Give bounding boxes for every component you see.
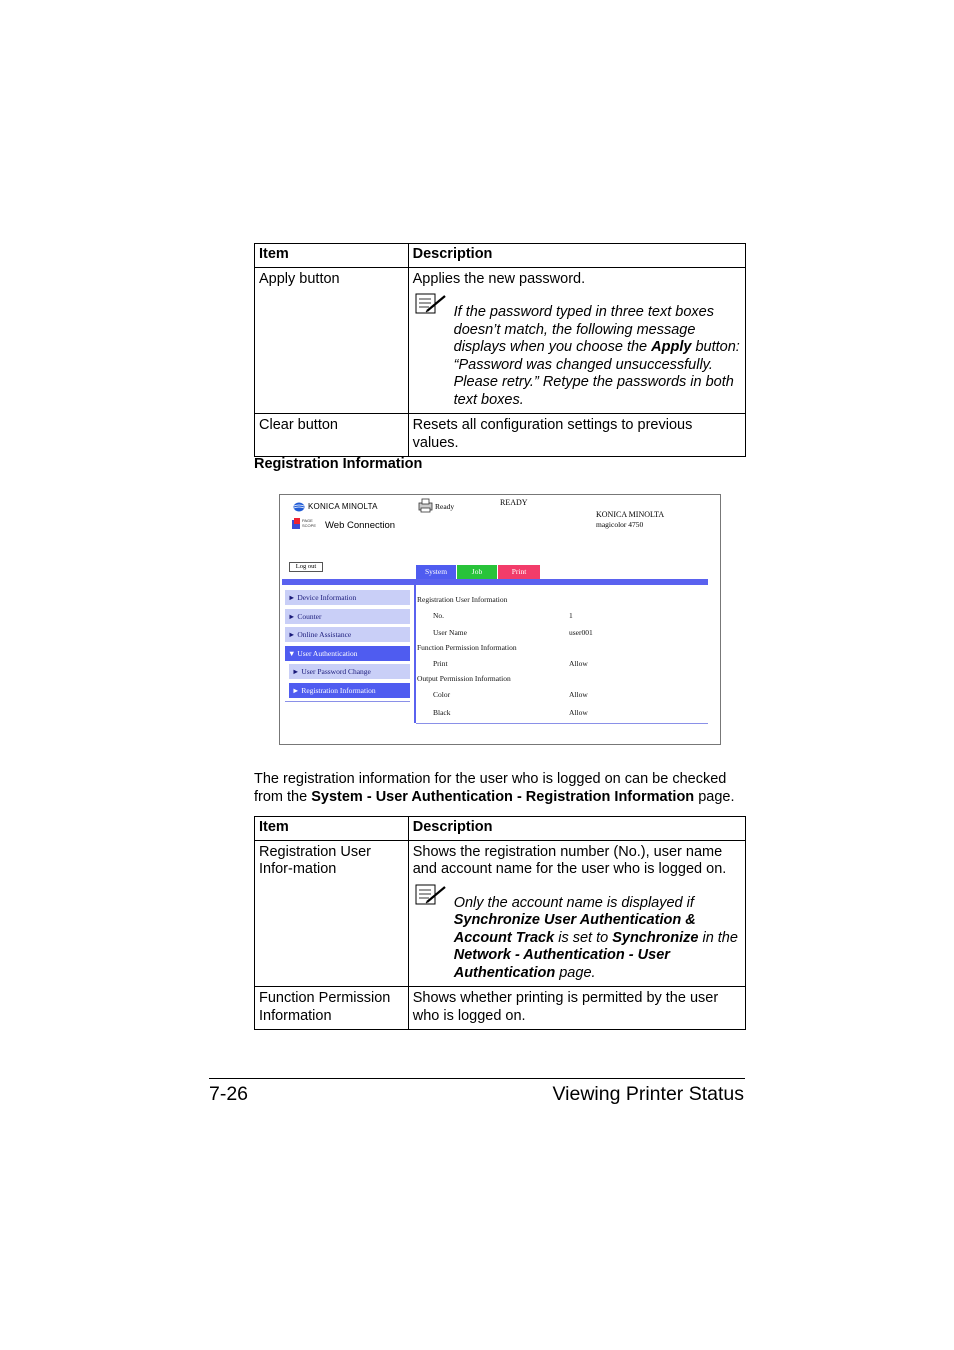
item-cell: Clear button (255, 414, 409, 457)
intro-paragraph (254, 770, 744, 806)
user-name-label: User Name (433, 628, 467, 637)
description-cell: Shows whether printing is permitted by the user who is logged on. (408, 987, 745, 1030)
table-row (255, 414, 746, 457)
nav-counter[interactable]: ► Counter (285, 609, 410, 624)
note-text-c: button: “Password was changed unsuccessfully. Please retry.” Retype the passwords in both text boxes. (453, 339, 740, 408)
function-permission-title: Function Permission Information (417, 643, 517, 652)
description-cell (408, 840, 745, 987)
web-connection-label: Web Connection (325, 520, 396, 531)
table-row (255, 987, 746, 1030)
user-name-value: user001 (569, 628, 593, 637)
print-label: Print (433, 659, 448, 668)
model-brand: KONICA MINOLTA (596, 510, 665, 519)
print-value: Allow (569, 659, 588, 668)
nav-user-authentication[interactable]: ▼ User Authentication (285, 646, 410, 661)
registration-user-info-title: Registration User Information (417, 595, 508, 604)
status-text: READY (500, 498, 528, 507)
pagescope-label: PAGE SCOPE (302, 518, 317, 528)
note (413, 304, 741, 409)
column-header-item: Item (255, 244, 409, 268)
nav-online-assistance[interactable]: ► Online Assistance (285, 627, 410, 642)
content-bottom-rule (416, 723, 708, 724)
note-text-a: Only the account name is displayed if (453, 894, 694, 911)
footer-rule (209, 1078, 745, 1079)
table-row (255, 267, 746, 414)
description-cell (408, 267, 745, 414)
black-value: Allow (569, 708, 588, 717)
note-pencil-icon (415, 293, 447, 315)
output-permission-title: Output Permission Information (417, 674, 511, 683)
color-label: Color (433, 690, 451, 699)
note-text-f: Network - Authentication - User Authentication (453, 947, 670, 981)
nav-registration-information[interactable]: ► Registration Information (289, 683, 410, 698)
konica-minolta-logo-icon (293, 502, 305, 512)
item-cell: Registration User Infor-mation (255, 840, 409, 987)
description-text: Applies the new password. (412, 270, 586, 287)
note-text-c: is set to (554, 929, 613, 946)
description-text: Shows the registration number (No.), user name and account name for the user who is logged on. (412, 843, 727, 877)
brand-name: KONICA MINOLTA (308, 502, 378, 511)
table-row (255, 840, 746, 987)
column-header-description: Description (408, 244, 745, 268)
status-icon-label: Ready (435, 502, 455, 511)
tab-print[interactable]: Print (498, 565, 540, 579)
model-name: magicolor 4750 (596, 520, 644, 529)
paragraph-text-c: page. (694, 789, 735, 805)
tab-system[interactable]: System (416, 565, 456, 579)
note-text-a: If the password typed in three text boxes doesn’t match, the following message displays when you choose the (453, 304, 714, 355)
section-heading: Registration Information (254, 456, 423, 472)
note-text-g: page. (555, 964, 596, 981)
sidebar-rule (285, 701, 410, 702)
apply-clear-table (254, 243, 746, 457)
content-divider (414, 585, 416, 723)
nav-device-information[interactable]: ► Device Information (285, 590, 410, 605)
note-pencil-icon (415, 884, 447, 906)
nav-user-password-change[interactable]: ► User Password Change (289, 664, 410, 679)
item-cell: Function Permission Information (255, 987, 409, 1030)
tab-job[interactable]: Job (457, 565, 497, 579)
table-header-row (255, 244, 746, 268)
printer-status-icon (418, 498, 434, 513)
color-value: Allow (569, 690, 588, 699)
registration-info-table (254, 816, 746, 1030)
table-header-row (255, 817, 746, 841)
note-text-e: in the (698, 929, 738, 946)
column-header-description: Description (408, 817, 745, 841)
column-header-item: Item (255, 817, 409, 841)
chapter-title: Viewing Printer Status (552, 1083, 744, 1105)
paragraph-text-a: The registration information for the user who is logged on can be checked from the (254, 771, 727, 805)
item-cell: Apply button (255, 267, 409, 414)
logout-button[interactable]: Log out (289, 562, 323, 572)
web-connection-screenshot (279, 494, 721, 745)
note-text-apply: Apply (651, 339, 692, 355)
black-label: Black (433, 708, 451, 717)
note-text-d: Synchronize (612, 929, 699, 946)
note (413, 895, 741, 983)
no-value: 1 (569, 611, 573, 620)
note-text-b: Synchronize User Authentication & Account Track (453, 912, 696, 946)
page-number: 7-26 (209, 1083, 249, 1105)
paragraph-path: System - User Authentication - Registration Information (311, 789, 695, 805)
tab-bar-rule (282, 579, 708, 585)
description-cell: Resets all configuration settings to previous values. (408, 414, 745, 457)
no-label: No. (433, 611, 445, 620)
